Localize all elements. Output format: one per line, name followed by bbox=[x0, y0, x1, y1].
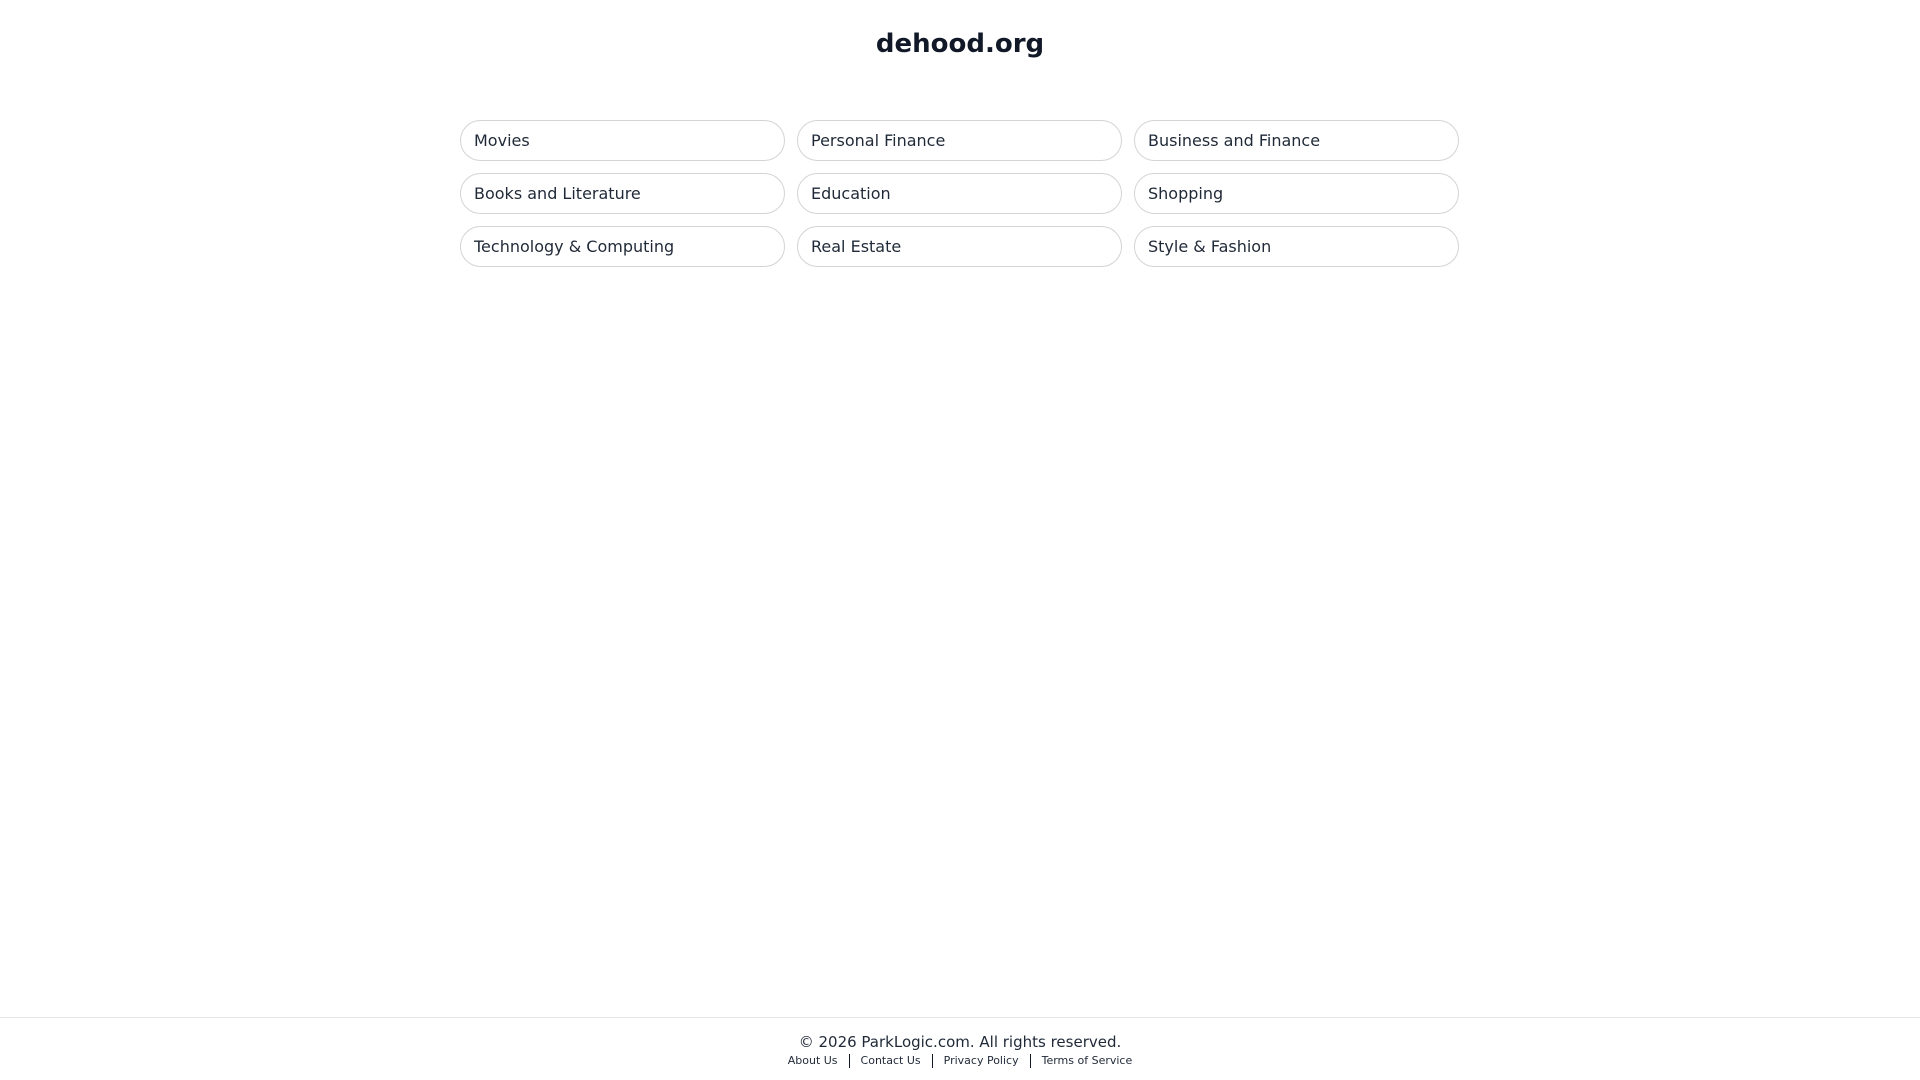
related-links-grid bbox=[460, 120, 1460, 267]
related-link-business-and-finance[interactable]: Business and Finance bbox=[1134, 120, 1459, 161]
related-link-real-estate[interactable]: Real Estate bbox=[797, 226, 1122, 267]
footer-link-privacy-policy[interactable]: Privacy Policy bbox=[943, 1054, 1019, 1067]
footer-link-contact-us[interactable]: Contact Us bbox=[860, 1054, 921, 1067]
related-link-movies[interactable]: Movies bbox=[460, 120, 785, 161]
footer-divider bbox=[849, 1054, 850, 1068]
related-link-shopping[interactable]: Shopping bbox=[1134, 173, 1459, 214]
related-link-technology-computing[interactable]: Technology & Computing bbox=[460, 226, 785, 267]
footer-links bbox=[0, 1054, 1920, 1068]
footer-link-about-us[interactable]: About Us bbox=[787, 1054, 838, 1067]
copyright-text: © 2026 ParkLogic.com. All rights reserved. bbox=[798, 1033, 1122, 1051]
footer-divider bbox=[1030, 1054, 1031, 1068]
site-title: dehood.org bbox=[875, 29, 1045, 59]
related-link-education[interactable]: Education bbox=[797, 173, 1122, 214]
footer-divider bbox=[932, 1054, 933, 1068]
footer bbox=[0, 1017, 1920, 1080]
related-link-books-and-literature[interactable]: Books and Literature bbox=[460, 173, 785, 214]
related-link-style-fashion[interactable]: Style & Fashion bbox=[1134, 226, 1459, 267]
footer-link-terms-of-service[interactable]: Terms of Service bbox=[1041, 1054, 1133, 1067]
related-link-personal-finance[interactable]: Personal Finance bbox=[797, 120, 1122, 161]
